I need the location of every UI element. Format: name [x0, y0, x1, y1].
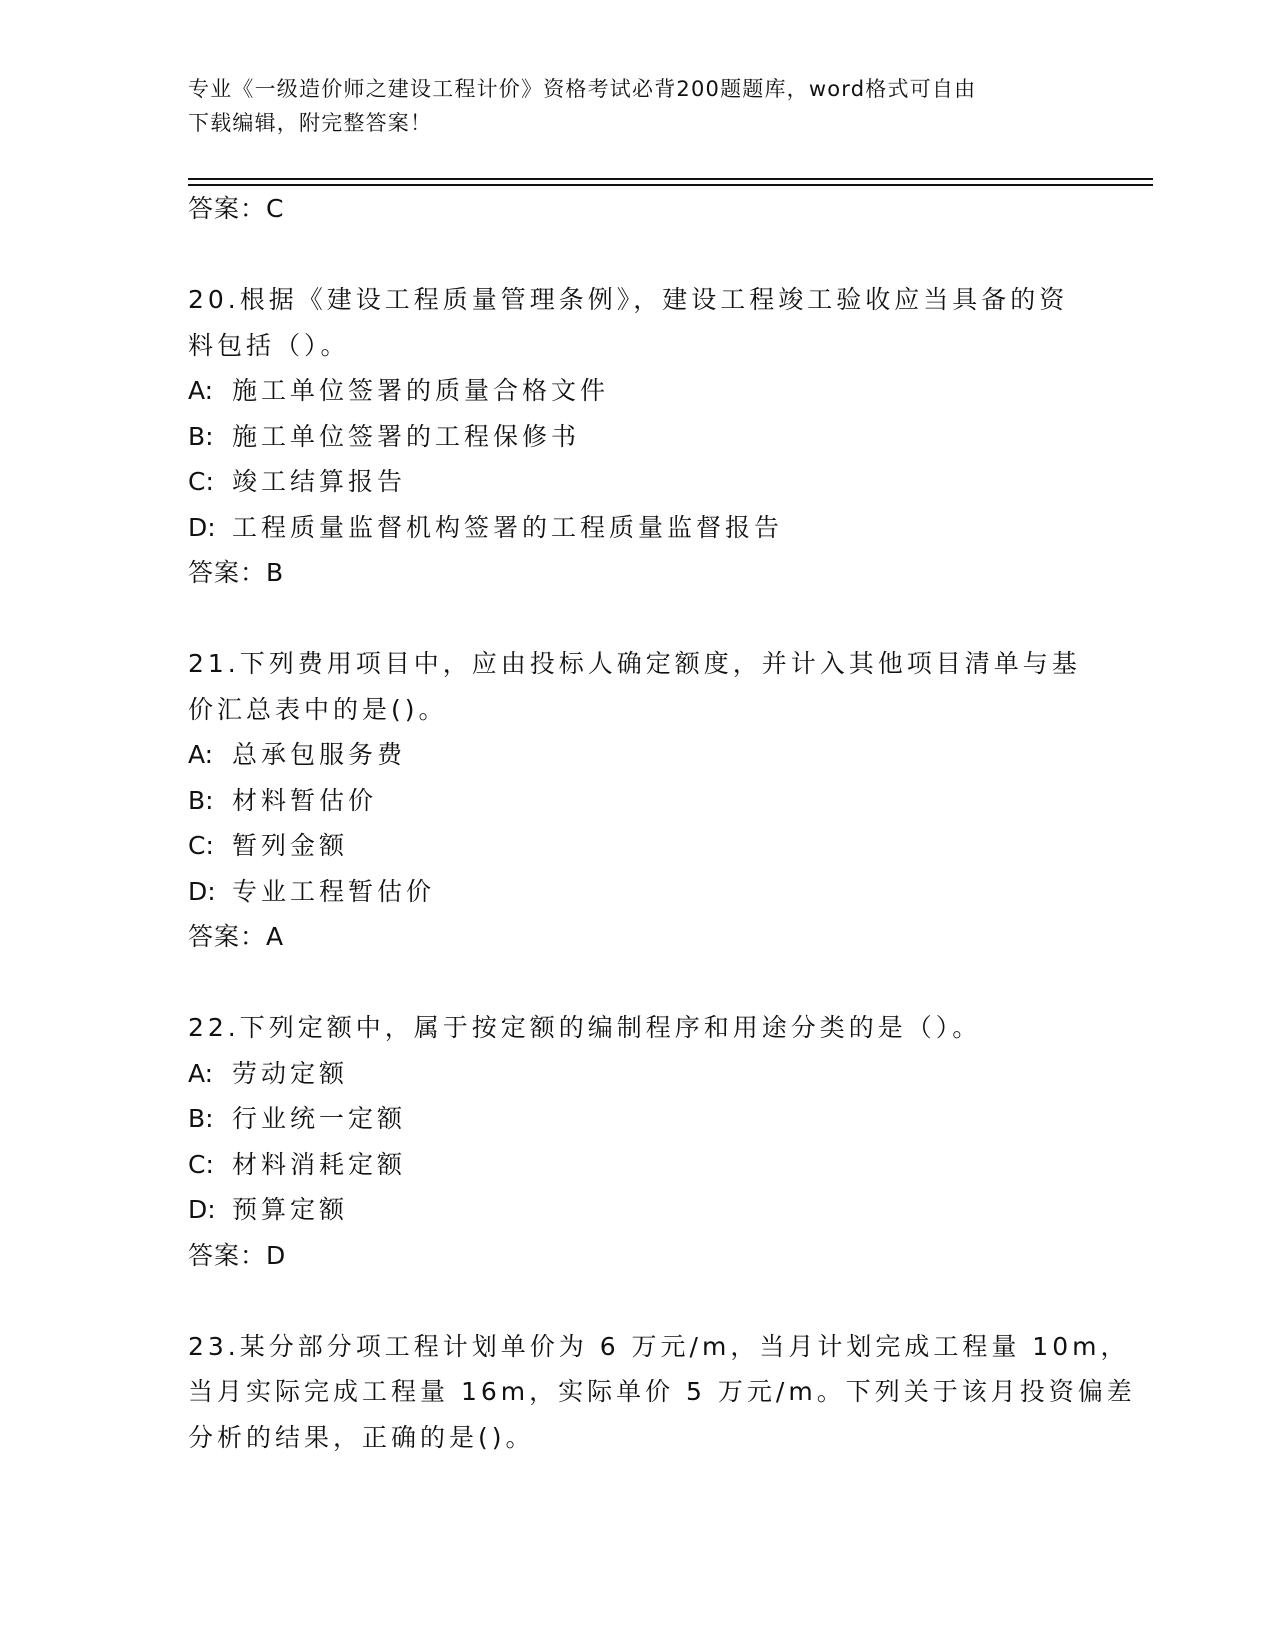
question-content	[188, 186, 1136, 1460]
option-letter: D:	[188, 1195, 216, 1224]
header-line-1: 专业《一级造价师之建设工程计价》资格考试必背200题题库，word格式可自由	[188, 77, 977, 101]
question-stem-line: 22.下列定额中，属于按定额的编制程序和用途分类的是（）。	[188, 1013, 982, 1042]
question-answer	[188, 550, 1088, 596]
option-text: 材料消耗定额	[232, 1149, 407, 1179]
option-a	[188, 1051, 1088, 1097]
option-d	[188, 869, 1088, 915]
option-c	[188, 1142, 1088, 1188]
option-letter: B:	[188, 785, 214, 815]
option-text: 行业统一定额	[232, 1104, 407, 1133]
option-letter: B:	[188, 1104, 214, 1133]
option-letter: A:	[188, 740, 214, 769]
option-d	[188, 505, 1088, 551]
option-letter: D:	[188, 512, 216, 542]
question-23	[188, 1324, 1136, 1461]
answer-label: 答案：	[188, 922, 267, 951]
option-a	[188, 368, 1088, 414]
answer-value: C	[266, 194, 285, 223]
question-stem-line: 21.下列费用项目中，应由投标人确定额度，并计入其他项目清单与基	[188, 649, 1081, 678]
question-stem-line: 当月实际完成工程量 16m，实际单价 5 万元/m。下列关于该月投资偏差	[188, 1377, 1136, 1406]
question-stem-line: 20.根据《建设工程质量管理条例》，建设工程竣工验收应当具备的资	[188, 285, 1069, 314]
question-21	[188, 641, 1088, 960]
question-20	[188, 277, 1088, 596]
option-text: 竣工结算报告	[232, 467, 407, 496]
question-stem-line: 料包括（）。	[188, 330, 350, 360]
option-letter: A:	[188, 376, 214, 405]
option-text: 施工单位签署的工程保修书	[232, 421, 581, 451]
option-letter: C:	[188, 1149, 214, 1179]
answer-label: 答案：	[188, 194, 267, 223]
option-text: 总承包服务费	[232, 740, 407, 769]
spacer	[188, 1278, 1088, 1324]
answer-value: B	[266, 558, 285, 587]
question-answer	[188, 914, 1088, 960]
option-c	[188, 459, 1088, 505]
option-letter: B:	[188, 421, 214, 451]
spacer	[188, 596, 1088, 642]
question-answer	[188, 1233, 1088, 1279]
answer-label: 答案：	[188, 558, 267, 587]
option-text: 工程质量监督机构签署的工程质量监督报告	[232, 512, 784, 542]
answer-value: D	[266, 1240, 287, 1270]
option-text: 预算定额	[232, 1195, 349, 1224]
question-stem-line: 23.某分部分项工程计划单价为 6 万元/m，当月计划完成工程量 10m，	[188, 1331, 1130, 1361]
option-letter: A:	[188, 1058, 214, 1088]
option-b	[188, 778, 1088, 824]
option-text: 劳动定额	[232, 1058, 349, 1088]
option-text: 专业工程暂估价	[232, 876, 436, 906]
answer-label: 答案：	[188, 1240, 267, 1270]
page-header	[188, 72, 1088, 140]
option-letter: C:	[188, 831, 214, 860]
option-d	[188, 1187, 1088, 1233]
option-b	[188, 1096, 1088, 1142]
question-stem-line: 价汇总表中的是()。	[188, 694, 448, 724]
option-text: 材料暂估价	[232, 785, 378, 815]
previous-answer	[188, 186, 1088, 232]
question-stem-line: 分析的结果，正确的是()。	[188, 1422, 535, 1452]
answer-value: A	[266, 922, 285, 951]
option-letter: C:	[188, 467, 214, 496]
header-line-2: 下载编辑，附完整答案！	[188, 111, 433, 135]
header-rule-top	[188, 178, 1153, 180]
spacer	[188, 232, 1088, 278]
option-text: 施工单位签署的质量合格文件	[232, 376, 610, 405]
option-a	[188, 732, 1088, 778]
option-letter: D:	[188, 876, 216, 906]
spacer	[188, 960, 1088, 1006]
option-b	[188, 414, 1088, 460]
option-text: 暂列金额	[232, 831, 349, 860]
option-c	[188, 823, 1088, 869]
question-22	[188, 1005, 1088, 1278]
